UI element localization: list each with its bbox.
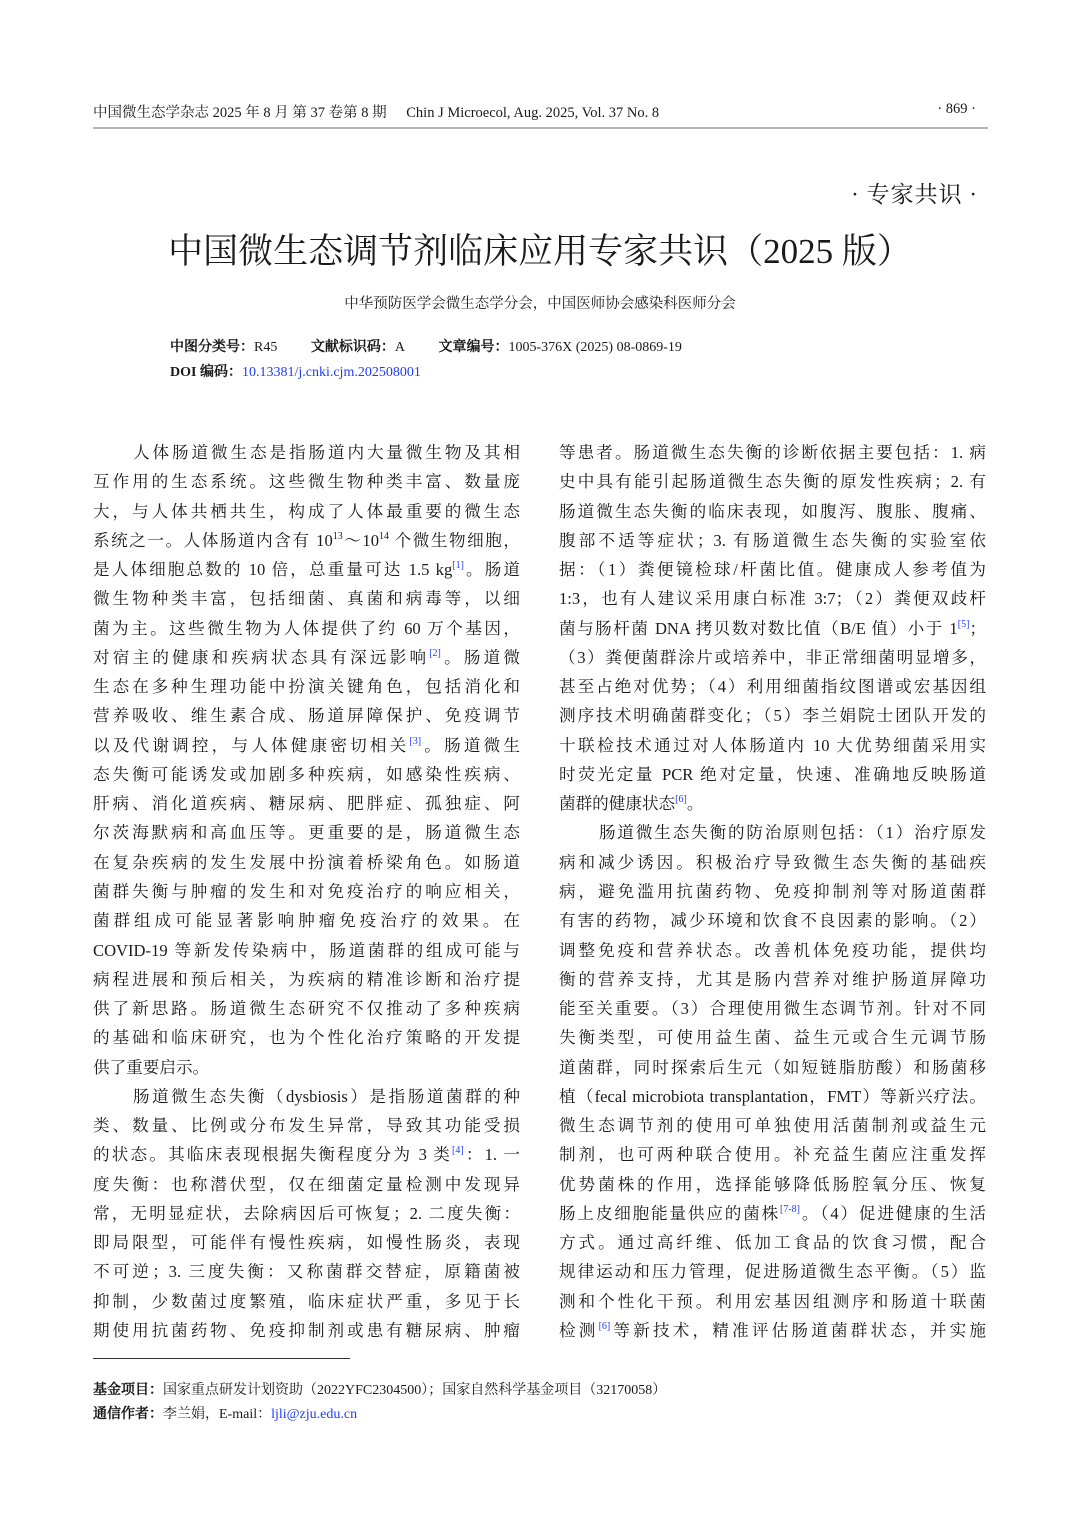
text-run: 对宿主的健康和疾病状态具有深远影响 [93, 647, 430, 667]
text-line [559, 614, 986, 643]
text-run: 系统之一。人体肠道内含有 10 [93, 530, 333, 550]
text-run: 衡的营养支持，尤其是肠内营养对维护肠道屏障功 [559, 969, 986, 989]
text-run: 互作用的生态系统。这些微生物种类丰富、数量庞 [93, 472, 520, 492]
text-line [559, 731, 986, 760]
text-run: 态失衡可能诱发或加剧多种疾病，如感染性疾病、 [93, 764, 520, 784]
body-column-right [559, 438, 986, 1345]
text-line [93, 1170, 520, 1199]
text-run: 菌群失衡与肿瘤的发生和对免疫治疗的响应相关， [93, 881, 520, 901]
text-run: 类、数量、比例或分布发生异常，导致其功能受损 [93, 1116, 520, 1136]
text-line [93, 1316, 520, 1345]
text-run: 肝病、消化道疾病、糖尿病、肥胖症、孤独症、阿 [93, 794, 520, 814]
citation-link[interactable]: [4] [452, 1145, 464, 1157]
text-line [93, 877, 520, 906]
text-run: 史中具有能引起肠道微生态失衡的原发性疾病；2. 有 [559, 472, 986, 492]
text-line [93, 789, 520, 818]
text-run: COVID-19 等新发传染病中，肠道菌群的组成可能与 [93, 940, 520, 960]
text-line [559, 877, 986, 906]
header-divider [93, 127, 988, 129]
text-run: 的基础和临床研究，也为个性化治疗策略的开发提 [93, 1028, 520, 1048]
email-link[interactable]: ljli@zju.edu.cn [271, 1407, 358, 1422]
text-run: 常，无明显症状，去除病因后可恢复；2. 二度失衡： [93, 1203, 520, 1223]
text-run: 据：（1）粪便镜检球/杆菌比值。健康成人参考值为 [559, 560, 986, 580]
text-run: 检测 [559, 1320, 599, 1340]
text-line [559, 526, 986, 555]
citation-link[interactable]: [3] [409, 735, 422, 747]
text-line [93, 965, 520, 994]
article-no-value: 1005-376X (2025) 08-0869-19 [508, 340, 682, 355]
text-line [559, 789, 986, 818]
text-run: 尔茨海默病和高血压等。更重要的是，肠道微生态 [93, 823, 520, 843]
superscript: 14 [379, 530, 389, 542]
funding-footnote [93, 1379, 666, 1399]
article-title: 中国微生态调节剂临床应用专家共识（2025 版） [168, 232, 912, 271]
text-run: 规律运动和压力管理，促进肠道微生态平衡。（5）监 [559, 1262, 986, 1282]
text-run: 在复杂疾病的发生发展中扮演着桥梁角色。如肠道 [93, 852, 520, 872]
text-run: 调整免疫和营养状态。改善机体免疫功能，提供均 [559, 940, 986, 960]
text-run: 营养吸收、维生素合成、肠道屏障保护、免疫调节 [93, 706, 520, 726]
text-line [559, 643, 986, 672]
text-line [93, 1082, 520, 1111]
text-run: （3）粪便菌群涂片或培养中，非正常细菌明显增多， [559, 647, 986, 667]
journal-cn: 中国微生态学杂志 2025 年 8 月 第 37 卷第 8 期 [93, 105, 387, 121]
text-line [559, 848, 986, 877]
text-run: 十联检技术通过对人体肠道内 10 大优势细菌采用实 [559, 735, 986, 755]
text-line [559, 965, 986, 994]
text-line [93, 731, 520, 760]
text-run: 抑制，少数菌过度繁殖，临床症状严重，多见于长 [93, 1291, 520, 1311]
text-run: 。 [686, 794, 704, 814]
corresponding-author-footnote [93, 1403, 357, 1423]
text-run: 病和减少诱因。积极治疗导致微生态失衡的基础疾 [559, 852, 986, 872]
text-run: 个微生物细胞， [389, 530, 521, 550]
corresponding-value: 李兰娟，E-mail： [163, 1407, 272, 1422]
text-line [93, 936, 520, 965]
text-run: 优势菌株的作用，选择能够降低肠腔氧分压、恢复 [559, 1174, 986, 1194]
text-run: 时荧光定量 PCR 绝对定量，快速、准确地反映肠道 [559, 764, 986, 784]
text-line [93, 818, 520, 847]
text-line [559, 701, 986, 730]
doc-code-label: 文献标识码： [310, 340, 395, 355]
text-line [93, 760, 520, 789]
text-run: 腹部不适等症状；3. 有肠道微生态失衡的实验室依 [559, 530, 986, 550]
doi-label: DOI 编码： [170, 365, 242, 380]
text-line [559, 672, 986, 701]
text-run: 有害的药物，减少环境和饮食不良因素的影响。（2） [559, 911, 986, 931]
text-run: 人体肠道微生态是指肠道内大量微生物及其相 [133, 443, 520, 462]
journal-en: Chin J Microecol, Aug. 2025, Vol. 37 No. 8 [406, 105, 660, 121]
text-line [93, 848, 520, 877]
footnote-divider [93, 1358, 350, 1359]
text-line [93, 1023, 520, 1052]
text-run: 肠道微生态失衡（dysbiosis）是指肠道菌群的种 [133, 1086, 520, 1106]
text-run: 甚至占绝对优势；（4）利用细菌指纹图谱或宏基因组 [559, 677, 986, 697]
text-run: 失衡类型，可使用益生菌、益生元或合生元调节肠 [559, 1028, 986, 1048]
text-line [93, 672, 520, 701]
text-run: 微生态调节剂的使用可单独使用活菌制剂或益生元 [559, 1116, 986, 1136]
text-run: 1:3，也有人建议采用康白标准 3:7；（2）粪便双歧杆 [559, 589, 986, 609]
text-run: 即局限型，可能伴有慢性疾病，如慢性肠炎，表现 [93, 1233, 520, 1253]
text-line [559, 1316, 986, 1345]
corresponding-label: 通信作者： [93, 1407, 163, 1422]
text-line [559, 936, 986, 965]
funding-value: 国家重点研发计划资助（2022YFC2304500）；国家自然科学基金项目（32170058） [163, 1383, 667, 1398]
text-run: 不可逆；3. 三度失衡：又称菌群交替症，原籍菌被 [93, 1262, 520, 1282]
text-line [559, 994, 986, 1023]
text-run: ：1. 一 [463, 1145, 521, 1165]
text-run: 生态在多种生理功能中扮演关键角色，包括消化和 [93, 677, 520, 697]
text-run: 大，与人体共栖共生，构成了人体最重要的微生态 [93, 501, 520, 521]
doc-code-value: A [394, 340, 405, 355]
running-header [93, 101, 988, 122]
text-run: 能至关重要。（3）合理使用微生态调节剂。针对不同 [559, 999, 986, 1019]
text-run: 以及代谢调控，与人体健康密切相关 [93, 735, 410, 755]
text-run: 测序技术明确菌群变化；（5）李兰娟院士团队开发的 [559, 706, 986, 726]
text-line [559, 1199, 986, 1228]
text-run: 等新技术，精准评估肠道菌群状态，并实施 [610, 1320, 987, 1340]
text-run: 肠道微生态失衡的临床表现，如腹泻、腹胀、腹痛、 [559, 501, 986, 521]
text-run: ～10 [342, 530, 379, 550]
doi-link[interactable]: 10.13381/j.cnki.cjm.202508001 [241, 365, 421, 380]
text-run: 供了新思路。肠道微生态研究不仅推动了多种疾病 [93, 999, 520, 1019]
citation-link[interactable]: [6] [675, 794, 687, 806]
column-tag: · 专家共识 · [851, 182, 978, 207]
text-line [93, 614, 520, 643]
text-run: 的状态。其临床表现根据失衡程度分为 3 类 [93, 1145, 452, 1165]
text-run: 微生物种类丰富，包括细菌、真菌和病毒等，以细 [93, 589, 520, 609]
text-run: 度失衡：也称潜伏型，仅在细菌定量检测中发现异 [93, 1174, 520, 1194]
text-line [93, 497, 520, 526]
text-line [559, 1287, 986, 1316]
text-run: 。肠道 [463, 560, 521, 580]
text-line [93, 1228, 520, 1257]
text-run: 是人体细胞总数的 10 倍，总重量可达 1.5 kg [93, 560, 453, 580]
clc-value: R45 [254, 340, 278, 355]
text-run: 。肠道微 [440, 647, 521, 667]
classification-line [170, 336, 682, 356]
text-run: 病程进展和预后相关，为疾病的精准诊断和治疗提 [93, 969, 520, 989]
text-run: 道菌群，同时探索后生元（如短链脂肪酸）和肠菌移 [559, 1057, 986, 1077]
text-line [93, 906, 520, 935]
text-run: 肠上皮细胞能量供应的菌株 [559, 1203, 781, 1223]
text-line [93, 584, 520, 613]
superscript: 13 [332, 530, 343, 542]
text-run: 等患者。肠道微生态失衡的诊断依据主要包括：1. 病 [559, 443, 986, 462]
funding-label: 基金项目： [93, 1383, 163, 1398]
text-run: 菌与肠杆菌 DNA 拷贝数对数比值（B/E 值）小于 1 [559, 618, 958, 638]
text-line [93, 701, 520, 730]
authors: 中华预防医学会微生态学分会，中国医师协会感染科医师分会 [344, 296, 736, 312]
text-line [559, 467, 986, 496]
text-line [559, 906, 986, 935]
text-line [559, 818, 986, 847]
text-line [93, 1199, 520, 1228]
text-line [93, 555, 520, 584]
text-run: 制剂，也可两种联合使用。补充益生菌应注重发挥 [559, 1145, 986, 1165]
body-column-left [93, 438, 520, 1345]
text-line [559, 1023, 986, 1052]
text-run: 方式。通过高纤维、低加工食品的饮食习惯，配合 [559, 1233, 986, 1253]
text-line [559, 497, 986, 526]
text-line [93, 1140, 520, 1169]
citation-link[interactable]: [5] [957, 618, 970, 630]
text-run: 。肠道微生 [421, 735, 521, 755]
text-line [559, 1140, 986, 1169]
clc-label: 中图分类号： [170, 340, 254, 355]
text-line [559, 438, 986, 467]
text-line [93, 467, 520, 496]
citation-link[interactable]: [1] [452, 560, 464, 572]
citation-link[interactable]: [6] [598, 1320, 611, 1332]
text-line [93, 994, 520, 1023]
text-line [93, 526, 520, 555]
text-line [93, 643, 520, 672]
doi-line [170, 361, 421, 381]
text-run: 菌群组成可能显著影响肿瘤免疫治疗的效果。在 [93, 911, 520, 931]
text-run: 。（4）促进健康的生活 [800, 1203, 987, 1223]
text-run: 菌群的健康状态 [559, 794, 676, 814]
citation-link[interactable]: [7-8] [780, 1203, 801, 1215]
text-line [559, 1082, 986, 1111]
text-line [559, 1053, 986, 1082]
text-line [93, 438, 520, 467]
text-line [559, 584, 986, 613]
text-line [559, 1111, 986, 1140]
text-run: 肠道微生态失衡的防治原则包括：（1）治疗原发 [599, 823, 986, 843]
text-run: 病，避免滥用抗菌药物、免疫抑制剂等对肠道菌群 [559, 881, 986, 901]
text-line [93, 1053, 520, 1082]
text-line [559, 555, 986, 584]
text-line [559, 1257, 986, 1286]
text-line [93, 1257, 520, 1286]
text-line [559, 760, 986, 789]
text-line [93, 1287, 520, 1316]
text-run: 菌为主。这些微生物为人体提供了约 60 万个基因， [93, 618, 520, 638]
citation-link[interactable]: [2] [429, 647, 441, 659]
text-run: 供了重要启示。 [93, 1057, 210, 1077]
text-line [93, 1111, 520, 1140]
page-number: · 869 · [937, 101, 976, 117]
text-line [559, 1228, 986, 1257]
text-run: ； [969, 618, 986, 638]
text-run: 植（fecal microbiota transplantation，FMT）等新兴疗法。 [559, 1086, 986, 1106]
article-no-label: 文章编号： [438, 340, 509, 355]
text-run: 期使用抗菌药物、免疫抑制剂或患有糖尿病、肿瘤 [93, 1320, 520, 1340]
text-run: 测和个性化干预。利用宏基因组测序和肠道十联菌 [559, 1291, 986, 1311]
text-line [559, 1170, 986, 1199]
